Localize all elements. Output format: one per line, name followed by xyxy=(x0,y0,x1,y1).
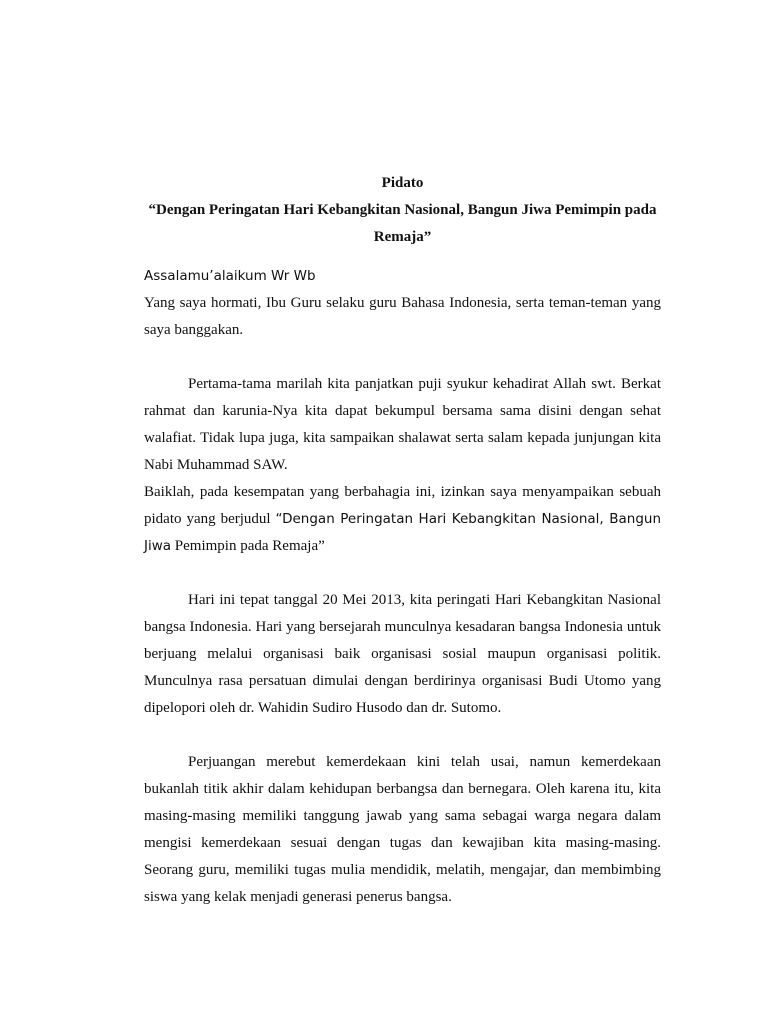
opening-paragraph: Pertama-tama marilah kita panjatkan puji syukur kehadirat Allah swt. Berkat rahmat dan karunia-Nya kita dapat bekumpul bersama sama disini dengan sehat walafiat. Tidak lupa juga, kita sampaikan shalawat serta salam kepada junjungan kita Nabi Muhammad SAW. xyxy=(144,376,661,473)
paragraph-gap xyxy=(144,344,661,371)
greeting: Assalamu’alaikum Wr Wb xyxy=(144,268,316,284)
introduction-text: Baiklah, pada kesempatan yang berbahagia ini, izinkan saya menyampaikan sebuah pidato yang berjudul xyxy=(144,484,661,527)
speech-title-line2: Remaja” xyxy=(373,229,432,245)
responsibility-paragraph: Perjuangan merebut kemerdekaan kini telah usai, namun kemerdekaan bukanlah titik akhir dalam kehidupan berbangsa dan bernegara. Oleh karena itu, kita masing-masing memiliki tanggung jawab yang sama sebagai warga negara dalam mengisi kemerdekaan sesuai dengan tugas dan kewajiban kita masing-masing. Seorang guru, memiliki tugas mulia mendidik, melatih, mengajar, dan membimbing siswa yang kelak menjadi generasi penerus bangsa. xyxy=(144,754,661,905)
paragraph-gap xyxy=(144,560,661,587)
quoted-speech-title: “Dengan Peringatan Hari Kebangkitan Nasional, Bangun Jiwa xyxy=(144,511,661,554)
speech-title-line1: “Dengan Peringatan Hari Kebangkitan Nasional, Bangun Jiwa Pemimpin pada xyxy=(148,202,657,218)
salutation-paragraph: Yang saya hormati, Ibu Guru selaku guru Bahasa Indonesia, serta teman-teman yang saya banggakan. xyxy=(144,295,661,338)
introduction-paragraph xyxy=(144,479,661,560)
introduction-text-end: Pemimpin pada Remaja” xyxy=(171,538,325,554)
history-paragraph: Hari ini tepat tanggal 20 Mei 2013, kita peringati Hari Kebangkitan Nasional bangsa Indonesia. Hari yang bersejarah munculnya kesadaran bangsa Indonesia untuk berjuang melalui organisasi baik organisasi sosial maupun organisasi politik. Munculnya rasa persatuan dimulai dengan berdirinya organisasi Budi Utomo yang dipelopori oleh dr. Wahidin Sudiro Husodo dan dr. Sutomo. xyxy=(144,592,661,716)
document-page xyxy=(144,170,661,911)
paragraph-gap xyxy=(144,722,661,749)
speech-label: Pidato xyxy=(381,175,424,191)
